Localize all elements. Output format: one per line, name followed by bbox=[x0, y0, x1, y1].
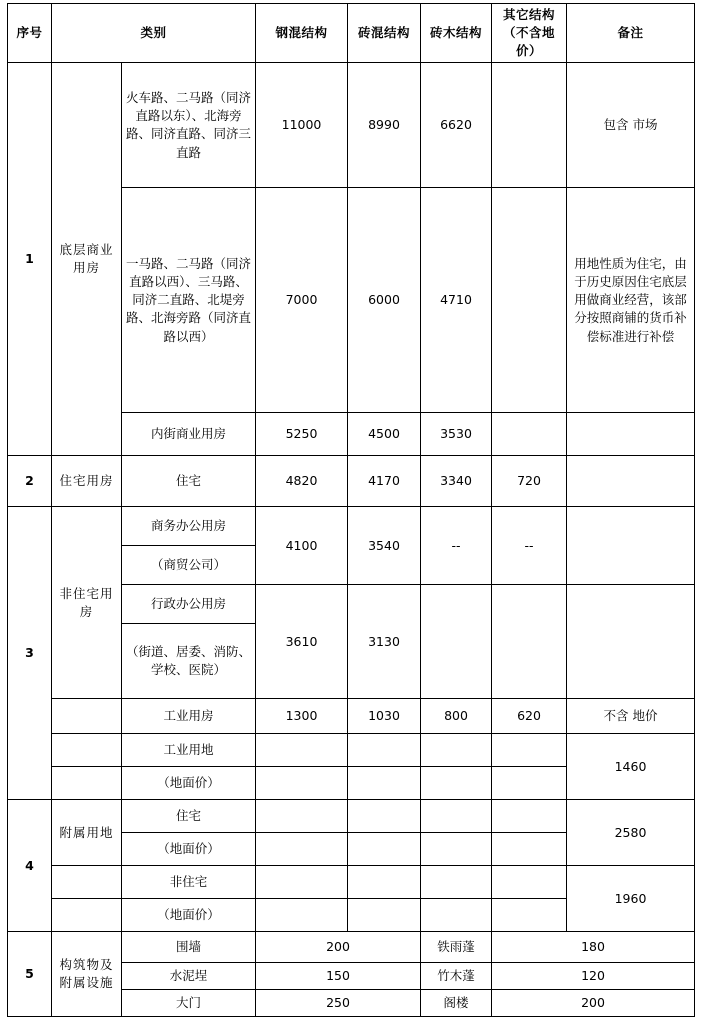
item-desc-3d-line2: （地面价） bbox=[122, 767, 256, 800]
value-brick-concrete-3b: 3130 bbox=[348, 585, 421, 699]
value-other-1b bbox=[492, 188, 567, 413]
row-category-4-blank-2 bbox=[52, 899, 122, 932]
value-brick-concrete-3d bbox=[348, 734, 421, 767]
value-other-3c: 620 bbox=[492, 699, 567, 734]
remark-3d: 1460 bbox=[567, 734, 695, 800]
value-brick-concrete-4b bbox=[348, 866, 421, 899]
remark-1b: 用地性质为住宅，由于历史原因住宅底层用做商业经营，该部分按照商铺的货币补偿标准进行补偿 bbox=[567, 188, 695, 413]
value-concrete-4a-2 bbox=[256, 833, 348, 866]
value-brick-wood-3b bbox=[421, 585, 492, 699]
item-value-5b-left: 150 bbox=[256, 963, 421, 990]
value-other-4a-2 bbox=[492, 833, 567, 866]
item-name-5a-left: 围墙 bbox=[122, 932, 256, 963]
remark-1a: 包含 市场 bbox=[567, 63, 695, 188]
value-other-4b-2 bbox=[492, 899, 567, 932]
item-name-5a-right: 铁雨蓬 bbox=[421, 932, 492, 963]
value-brick-concrete-3c: 1030 bbox=[348, 699, 421, 734]
item-value-5a-left: 200 bbox=[256, 932, 421, 963]
item-value-5b-right: 120 bbox=[492, 963, 695, 990]
item-desc-4b-line2: （地面价） bbox=[122, 899, 256, 932]
value-other-4b bbox=[492, 866, 567, 899]
table-row bbox=[8, 63, 695, 188]
value-concrete-3b: 3610 bbox=[256, 585, 348, 699]
item-name-5c-left: 大门 bbox=[122, 990, 256, 1017]
row-category-4-blank-1 bbox=[52, 866, 122, 899]
value-concrete-1c: 5250 bbox=[256, 413, 348, 456]
value-concrete-1b: 7000 bbox=[256, 188, 348, 413]
value-concrete-3d-2 bbox=[256, 767, 348, 800]
value-brick-wood-3d-2 bbox=[421, 767, 492, 800]
value-brick-concrete-4a bbox=[348, 800, 421, 833]
table-row bbox=[8, 699, 695, 734]
value-brick-wood-4a bbox=[421, 800, 492, 833]
table-row bbox=[8, 507, 695, 546]
item-name-5b-right: 竹木蓬 bbox=[421, 963, 492, 990]
value-other-3d-2 bbox=[492, 767, 567, 800]
item-name-5b-left: 水泥埕 bbox=[122, 963, 256, 990]
value-concrete-3d bbox=[256, 734, 348, 767]
row-category-3: 非住宅用房 bbox=[52, 507, 122, 699]
row-category-3-blank-1 bbox=[52, 699, 122, 734]
value-brick-concrete-3a: 3540 bbox=[348, 507, 421, 585]
remark-4a: 2580 bbox=[567, 800, 695, 866]
value-brick-wood-4b bbox=[421, 866, 492, 899]
value-brick-concrete-2a: 4170 bbox=[348, 456, 421, 507]
item-desc-3b-line1: 行政办公用房 bbox=[122, 585, 256, 624]
item-desc-3b-line2: （街道、居委、消防、学校、医院） bbox=[122, 624, 256, 699]
value-brick-wood-1c: 3530 bbox=[421, 413, 492, 456]
value-brick-concrete-1a: 8990 bbox=[348, 63, 421, 188]
item-desc-1c: 内街商业用房 bbox=[122, 413, 256, 456]
value-other-2a: 720 bbox=[492, 456, 567, 507]
value-brick-concrete-1b: 6000 bbox=[348, 188, 421, 413]
row-category-1: 底层商业用房 bbox=[52, 63, 122, 456]
remark-3b bbox=[567, 585, 695, 699]
header-index: 序号 bbox=[8, 4, 52, 63]
table-row bbox=[8, 800, 695, 833]
remark-4b: 1960 bbox=[567, 866, 695, 932]
value-concrete-1a: 11000 bbox=[256, 63, 348, 188]
item-desc-4a-line1: 住宅 bbox=[122, 800, 256, 833]
value-concrete-4b-2 bbox=[256, 899, 348, 932]
value-brick-concrete-4a-2 bbox=[348, 833, 421, 866]
row-index-2: 2 bbox=[8, 456, 52, 507]
item-desc-3a-line1: 商务办公用房 bbox=[122, 507, 256, 546]
row-index-1: 1 bbox=[8, 63, 52, 456]
value-other-3a: -- bbox=[492, 507, 567, 585]
item-desc-3d-line1: 工业用地 bbox=[122, 734, 256, 767]
value-concrete-3a: 4100 bbox=[256, 507, 348, 585]
item-value-5a-right: 180 bbox=[492, 932, 695, 963]
table-row bbox=[8, 932, 695, 963]
value-brick-concrete-1c: 4500 bbox=[348, 413, 421, 456]
table-header-row bbox=[8, 4, 695, 63]
row-category-3-blank-2 bbox=[52, 734, 122, 767]
item-desc-1a: 火车路、二马路（同济直路以东）、北海旁路、同济直路、同济三直路 bbox=[122, 63, 256, 188]
value-brick-wood-1a: 6620 bbox=[421, 63, 492, 188]
value-brick-wood-1b: 4710 bbox=[421, 188, 492, 413]
value-concrete-4b bbox=[256, 866, 348, 899]
item-value-5c-left: 250 bbox=[256, 990, 421, 1017]
header-remark: 备注 bbox=[567, 4, 695, 63]
remark-3c: 不含 地价 bbox=[567, 699, 695, 734]
table-row bbox=[8, 866, 695, 899]
value-brick-wood-3c: 800 bbox=[421, 699, 492, 734]
header-brick-concrete: 砖混结构 bbox=[348, 4, 421, 63]
item-value-5c-right: 200 bbox=[492, 990, 695, 1017]
value-brick-concrete-3d-2 bbox=[348, 767, 421, 800]
compensation-standard-sheet bbox=[0, 3, 701, 1011]
value-other-1c bbox=[492, 413, 567, 456]
remark-2a bbox=[567, 456, 695, 507]
item-desc-4b-line1: 非住宅 bbox=[122, 866, 256, 899]
value-concrete-2a: 4820 bbox=[256, 456, 348, 507]
value-brick-concrete-4b-2 bbox=[348, 899, 421, 932]
value-other-3d bbox=[492, 734, 567, 767]
item-desc-2a: 住宅 bbox=[122, 456, 256, 507]
header-concrete: 钢混结构 bbox=[256, 4, 348, 63]
value-other-4a bbox=[492, 800, 567, 833]
value-concrete-4a bbox=[256, 800, 348, 833]
header-brick-wood: 砖木结构 bbox=[421, 4, 492, 63]
row-category-3-blank-3 bbox=[52, 767, 122, 800]
header-other: 其它结构（不含地价） bbox=[492, 4, 567, 63]
row-category-5: 构筑物及附属设施 bbox=[52, 932, 122, 1017]
item-desc-4a-line2: （地面价） bbox=[122, 833, 256, 866]
row-category-2: 住宅用房 bbox=[52, 456, 122, 507]
compensation-table bbox=[7, 3, 695, 1017]
remark-3a bbox=[567, 507, 695, 585]
value-other-3b bbox=[492, 585, 567, 699]
value-brick-wood-4a-2 bbox=[421, 833, 492, 866]
item-desc-1b: 一马路、二马路（同济直路以西）、三马路、同济二直路、北堤旁路、北海旁路（同济直路以西） bbox=[122, 188, 256, 413]
row-category-4: 附属用地 bbox=[52, 800, 122, 866]
value-brick-wood-4b-2 bbox=[421, 899, 492, 932]
row-index-5: 5 bbox=[8, 932, 52, 1017]
value-brick-wood-2a: 3340 bbox=[421, 456, 492, 507]
table-row bbox=[8, 734, 695, 767]
value-brick-wood-3a: -- bbox=[421, 507, 492, 585]
row-index-4: 4 bbox=[8, 800, 52, 932]
value-other-1a bbox=[492, 63, 567, 188]
header-category: 类别 bbox=[52, 4, 256, 63]
item-name-5c-right: 阁楼 bbox=[421, 990, 492, 1017]
table-row bbox=[8, 456, 695, 507]
value-brick-wood-3d bbox=[421, 734, 492, 767]
remark-1c bbox=[567, 413, 695, 456]
row-index-3: 3 bbox=[8, 507, 52, 800]
item-desc-3c: 工业用房 bbox=[122, 699, 256, 734]
value-concrete-3c: 1300 bbox=[256, 699, 348, 734]
item-desc-3a-line2: （商贸公司） bbox=[122, 546, 256, 585]
